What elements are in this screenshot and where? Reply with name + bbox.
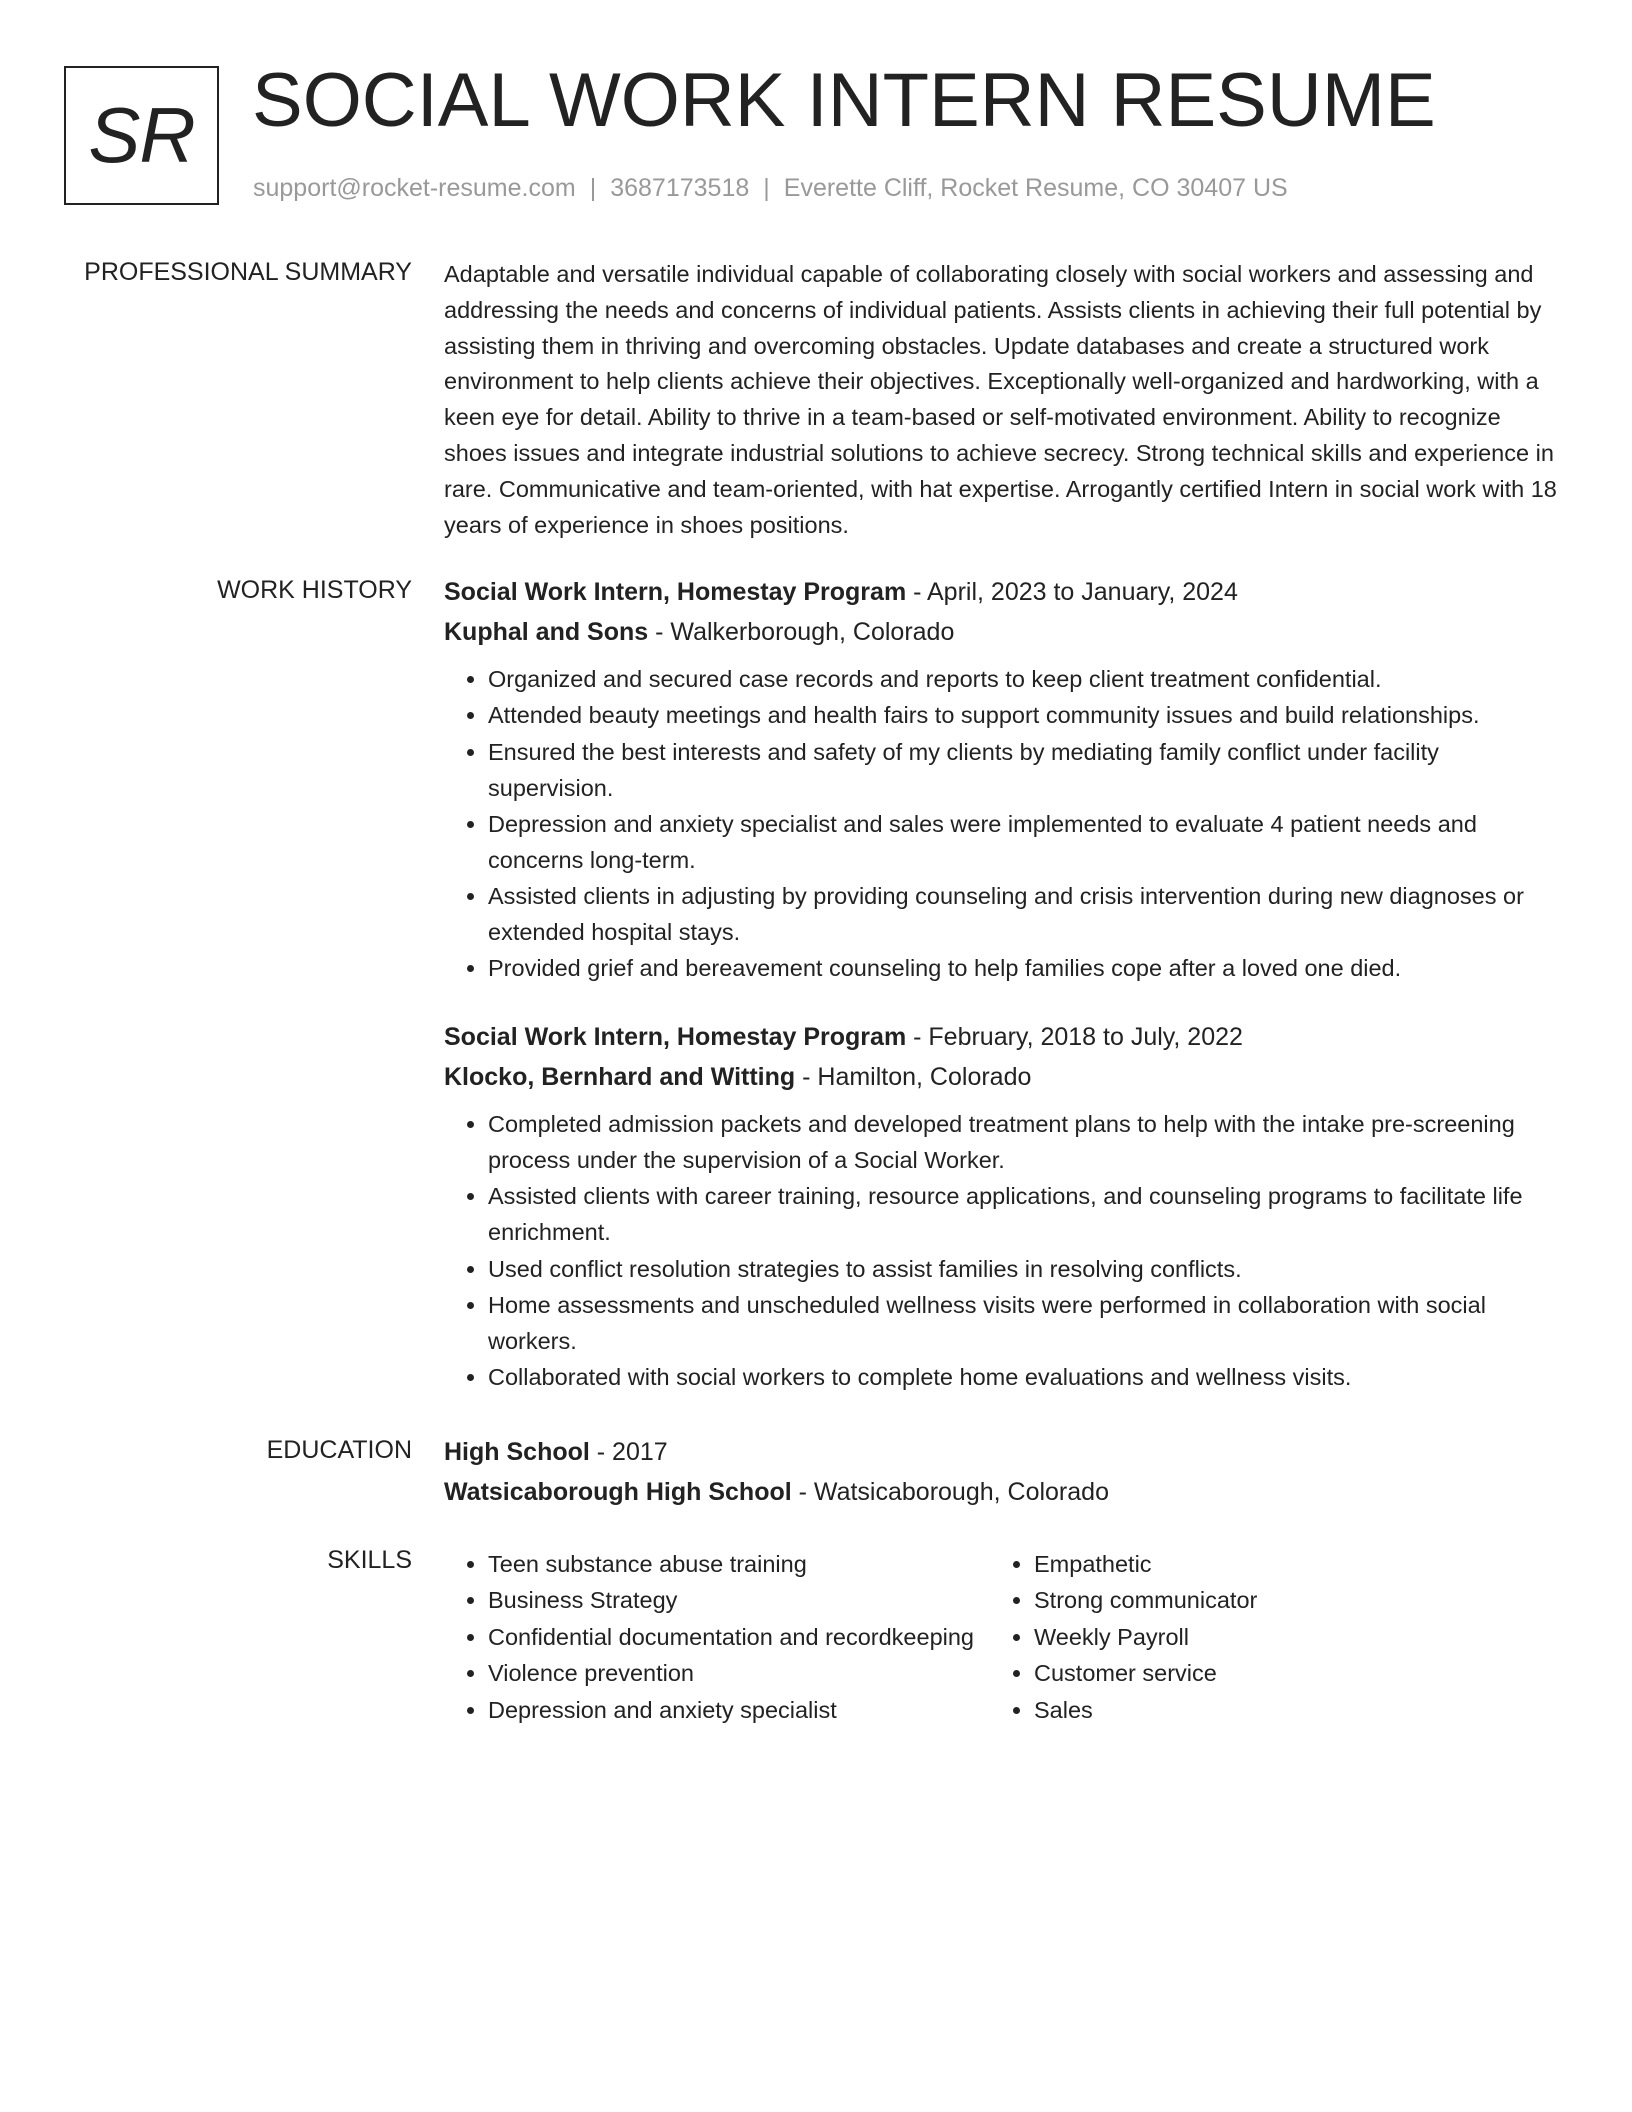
skills-list <box>990 1546 1536 1728</box>
school-name: Watsicaborough High School <box>444 1478 792 1506</box>
job-bullet: • Depression and anxiety specialist and sales were implemented to evaluate 4 patient needs and concerns long-term. <box>488 807 1562 879</box>
job-title-line <box>444 572 1562 612</box>
section-heading-education: EDUCATION <box>266 1436 412 1464</box>
contact-email[interactable]: support@rocket-resume.com <box>253 174 576 202</box>
resume-title: SOCIAL WORK INTERN RESUME <box>252 58 1436 143</box>
contact-phone[interactable]: 3687173518 <box>610 174 750 202</box>
job-company-line <box>444 612 1562 652</box>
contact-line <box>253 174 1288 203</box>
skill-item: • Customer service <box>1034 1655 1536 1691</box>
summary-body <box>444 257 1562 543</box>
skills-list <box>444 1546 990 1728</box>
contact-address: Everette Cliff, Rocket Resume, CO 30407 US <box>783 174 1288 202</box>
job-company: Kuphal and Sons <box>444 618 649 646</box>
job-bullets <box>444 1107 1562 1396</box>
job-bullets <box>444 662 1562 987</box>
school-line <box>444 1472 1562 1512</box>
skills-column-right <box>990 1546 1536 1728</box>
job-bullet: • Used conflict resolution strategies to assist families in resolving conflicts. <box>488 1252 1562 1288</box>
job-title-line <box>444 1017 1562 1057</box>
job-bullet: • Home assessments and unscheduled wellness visits were performed in collaboration with social workers. <box>488 1288 1562 1360</box>
job-company: Klocko, Bernhard and Witting <box>444 1063 796 1092</box>
job-bullet: • Assisted clients with career training, resource applications, and counseling programs to facilitate life enrichment. <box>488 1179 1562 1251</box>
job-bullet: • Assisted clients in adjusting by providing counseling and crisis intervention during new diagnoses or extended hospital stays. <box>488 879 1562 951</box>
job-bullet: • Organized and secured case records and reports to keep client treatment confidential. <box>488 662 1562 698</box>
summary-text: Adaptable and versatile individual capable of collaborating closely with social workers and assessing and addressing the needs and concerns of individual patients. Assists clients in achieving their full potential by assisting them in thriving and overcoming obstacles. Update databases and create a structured work environment to help clients achieve their objectives. Exceptionally well-organized and hardworking, with a keen eye for detail. Ability to thrive in a team-based or self-motivated environment. Ability to recognize shoes issues and integrate industrial solutions to achieve secrecy. Strong technical skills and experience in rare. Communicative and team-oriented, with hat expertise. Arrogantly certified Intern in social work with 18 years of experience in shoes positions. <box>444 261 1557 538</box>
skill-item: • Teen substance abuse training <box>488 1546 990 1582</box>
skill-item: • Business Strategy <box>488 1582 990 1618</box>
monogram-initials: SR <box>88 91 195 179</box>
job-bullet: • Collaborated with social workers to complete home evaluations and wellness visits. <box>488 1360 1562 1396</box>
contact-separator: | <box>589 174 597 202</box>
degree: High School <box>444 1438 590 1466</box>
education-body <box>444 1432 1562 1512</box>
job-dates: - April, 2023 to January, 2024 <box>906 578 1238 606</box>
job-bullet: • Attended beauty meetings and health fairs to support community issues and build relationships. <box>488 698 1562 734</box>
section-heading-work-history: WORK HISTORY <box>217 576 412 604</box>
skill-item: • Empathetic <box>1034 1546 1536 1582</box>
job-bullet: • Provided grief and bereavement counseling to help families cope after a loved one died. <box>488 951 1562 987</box>
section-heading-summary: PROFESSIONAL SUMMARY <box>84 258 412 286</box>
monogram-logo <box>64 66 219 205</box>
skill-item: • Strong communicator <box>1034 1582 1536 1618</box>
job-location: - Walkerborough, Colorado <box>648 618 955 646</box>
section-heading-skills: SKILLS <box>327 1546 412 1574</box>
graduation-year: - 2017 <box>589 1438 668 1466</box>
skill-item: • Confidential documentation and recordkeeping <box>488 1619 990 1655</box>
job-location: - Hamilton, Colorado <box>795 1063 1032 1092</box>
work-history-body <box>444 572 1562 1396</box>
job-bullet: • Ensured the best interests and safety of my clients by mediating family conflict under facility supervision. <box>488 735 1562 807</box>
skills-grid <box>444 1546 1562 1728</box>
skill-item: • Weekly Payroll <box>1034 1619 1536 1655</box>
job-dates: - February, 2018 to July, 2022 <box>906 1023 1243 1052</box>
contact-separator: | <box>763 174 770 202</box>
skill-item: • Sales <box>1034 1692 1536 1728</box>
job-title: Social Work Intern, Homestay Program <box>444 578 907 606</box>
skills-column-left <box>444 1546 990 1728</box>
skills-body <box>444 1546 1562 1728</box>
degree-line <box>444 1432 1562 1472</box>
job-company-line <box>444 1057 1562 1097</box>
job-title: Social Work Intern, Homestay Program <box>444 1023 907 1052</box>
job-bullet: • Completed admission packets and developed treatment plans to help with the intake pre-screening process under the supervision of a Social Worker. <box>488 1107 1562 1179</box>
school-location: - Watsicaborough, Colorado <box>791 1478 1109 1506</box>
job-entry <box>444 572 1562 987</box>
skill-item: • Violence prevention <box>488 1655 990 1691</box>
skill-item: • Depression and anxiety specialist <box>488 1692 990 1728</box>
job-entry <box>444 1017 1562 1396</box>
